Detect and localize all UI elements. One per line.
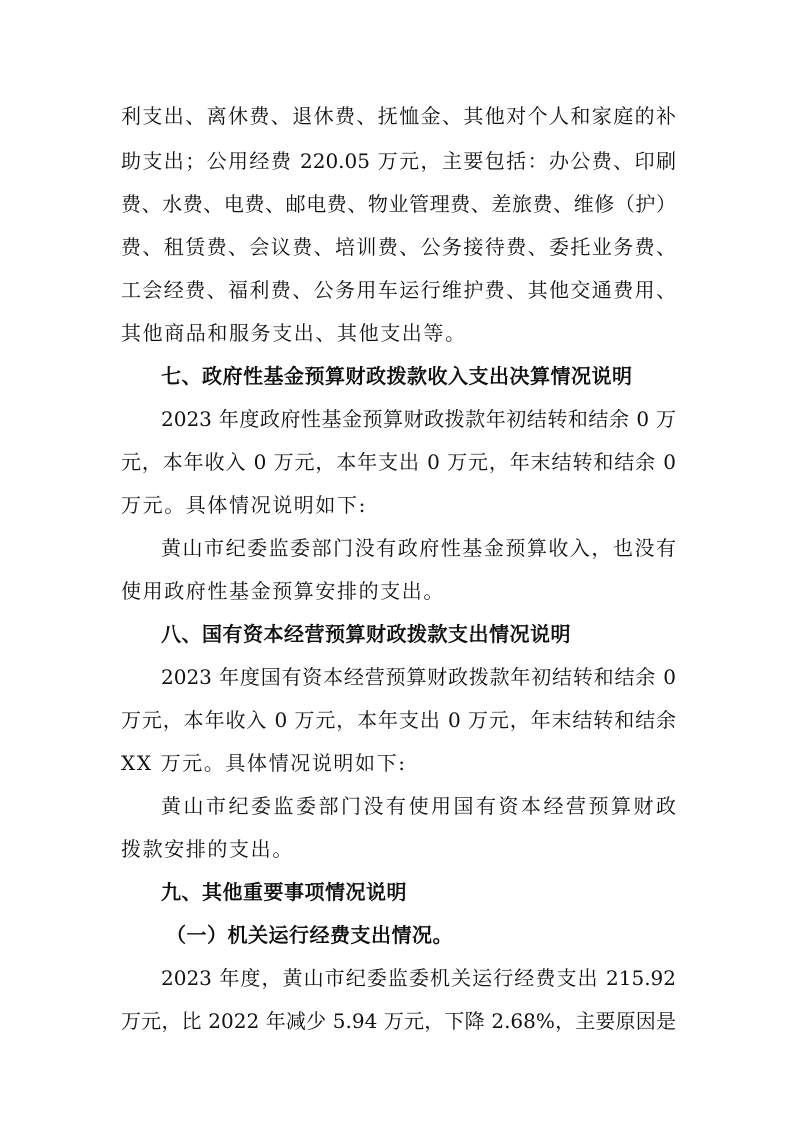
- body-line: 2023 年度，黄山市纪委监委机关运行经费支出 215.92: [161, 966, 676, 990]
- subsection-heading: （一）机关运行经费支出情况。: [166, 923, 453, 947]
- body-line: 2023 年度国有资本经营预算财政拨款年初结转和结余 0: [161, 665, 676, 689]
- body-line: 费、水费、电费、邮电费、物业管理费、差旅费、维修（护）: [121, 192, 676, 216]
- section-heading-9: 九、其他重要事项情况说明: [161, 880, 407, 904]
- body-line: 黄山市纪委监委部门没有政府性基金预算收入，也没有: [161, 536, 676, 560]
- body-line: 元，本年收入 0 万元，本年支出 0 万元，年末结转和结余 0: [121, 450, 676, 474]
- body-line: 利支出、离休费、退休费、抚恤金、其他对个人和家庭的补: [121, 104, 676, 128]
- body-line: 2023 年度政府性基金预算财政拨款年初结转和结余 0 万: [161, 407, 676, 431]
- body-line: 万元，本年收入 0 万元，本年支出 0 万元，年末结转和结余: [121, 708, 676, 732]
- body-line: 万元，比 2022 年减少 5.94 万元，下降 2.68%，主要原因是: [121, 1009, 676, 1033]
- body-line: 黄山市纪委监委部门没有使用国有资本经营预算财政: [161, 794, 676, 818]
- body-line: XX 万元。具体情况说明如下:: [121, 751, 407, 775]
- section-heading-7: 七、政府性基金预算财政拨款收入支出决算情况说明: [161, 364, 633, 388]
- body-line: 工会经费、福利费、公务用车运行维护费、其他交通费用、: [121, 278, 676, 302]
- body-line: 万元。具体情况说明如下:: [121, 493, 367, 517]
- section-heading-8: 八、国有资本经营预算财政拨款支出情况说明: [161, 622, 571, 646]
- body-line: 助支出；公用经费 220.05 万元，主要包括：办公费、印刷: [121, 149, 676, 173]
- body-line: 使用政府性基金预算安排的支出。: [121, 579, 445, 603]
- body-line: 其他商品和服务支出、其他支出等。: [121, 321, 467, 345]
- body-line: 费、租赁费、会议费、培训费、公务接待费、委托业务费、: [121, 235, 676, 259]
- body-line: 拨款安排的支出。: [121, 837, 294, 861]
